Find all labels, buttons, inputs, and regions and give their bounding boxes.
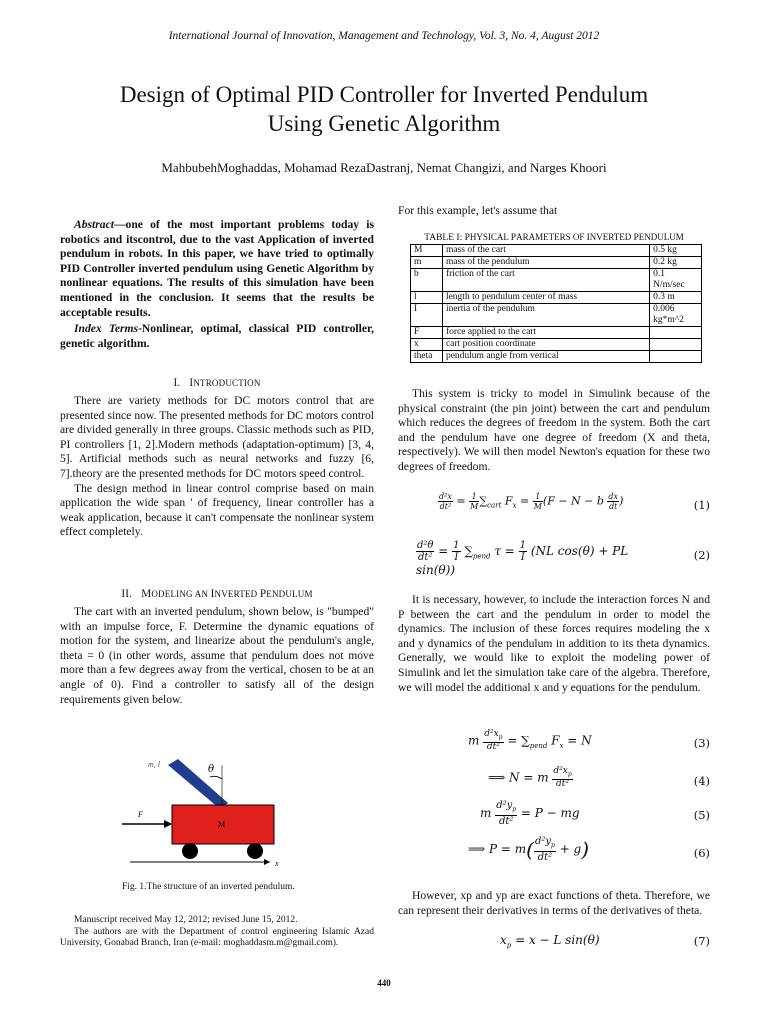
equation-1: $\frac{\text{d²x}}{\text{dt²}}$ = $\frac{1}{M}$ $\sum_{cart}$ $F_x$ = $\frac{1}{M}$ (F − N − b $\frac{dx}{dt}$ ) [439, 492, 624, 511]
equation-6: ⟹ P = m( $\frac{d^2y_p}{\text{dt²}}$ + g) [468, 836, 590, 863]
pendulum-mass-label: m, l [148, 760, 160, 769]
derivatives-paragraph: However, xp and yp are exact functions of theta. Therefore, we can represent their derivatives in terms of the derivatives of theta. [398, 889, 710, 917]
table-row: theta pendulum angle from vertical [411, 351, 702, 363]
title-line-1: Design of Optimal PID Controller for Inverted Pendulum [119, 82, 649, 107]
abstract [60, 218, 374, 320]
index-terms-label: Index Terms [74, 322, 139, 335]
x-axis-arrow-icon [264, 859, 270, 865]
equation-3: m $\frac{d^2x_p}{\text{dt²}}$ = $\sum_{pend}$ $F_x = N$ [468, 729, 592, 752]
modeling-paragraph-1: The cart with an inverted pendulum, shown below, is "bumped" with an impulse force, F. Determine the dynamic equations of motion for the system, and linearize about the pendulum's angle, theta = 0 (in other words, assume that pendulum does not move more than a few degrees away from the vertical, chosen to be at an angle of 0). Find a controller to satisfy all of the design requirements given below. [60, 605, 374, 706]
theta-label: θ [208, 764, 215, 775]
introduction-body [60, 394, 374, 540]
title-line-2: Using Genetic Algorithm [267, 111, 501, 136]
author-list: MahbubehMoghaddas, Mohamad RezaDastranj, Nemat Changizi, and Narges Khoori [161, 160, 607, 175]
table-row: m mass of the pendulum 0.2 kg [411, 257, 702, 269]
intro-paragraph-1: There are variety methods for DC motors control that are presented since now. The presented methods for DC motors control are divided generally in three groups. Classic methods such as PID, PI controllers [1, 2].Modern methods (adaptation-optimum) [3, 4, 5]. Artificial methods such as neural networks and fuzzy [6, 7].theory are the presented methods for DC motors speed control. [60, 394, 374, 480]
abstract-text: —one of the most important problems today is robotics and itscontrol, due to the vast Application of inverted pendulum in robots. In this paper, we have tried to optimally PID Controller inverted pendulum using Genetic Algorithm by nonlinear equations. The results of this simulation have been mentioned in the conclusion. It seems that the results be acceptable results. [60, 218, 374, 319]
equation-7-number: (7) [693, 934, 710, 948]
footnote [60, 915, 374, 950]
equation-4: ⟹ N = m $\frac{d^2x_p}{\text{dt²}}$ [488, 766, 572, 789]
parameters-table [410, 244, 702, 363]
table-caption: TABLE I: PHYSICAL PARAMETERS OF INVERTED PENDULUM [424, 232, 684, 243]
modeling-body [60, 605, 374, 707]
page-number: 440 [377, 978, 391, 988]
force-label: F [138, 810, 143, 819]
paper-title [40, 80, 728, 138]
wheel-left [182, 843, 198, 859]
equation-3-number: (3) [693, 736, 710, 750]
wheel-right [247, 843, 263, 859]
equation-5-number: (5) [693, 808, 710, 822]
index-terms [60, 322, 374, 351]
equation-2-number: (2) [693, 548, 710, 562]
table-row: b friction of the cart 0.1 N/m/sec [411, 269, 702, 292]
index-terms-text: -Nonlinear, optimal, classical PID controller, genetic algorithm. [60, 322, 374, 350]
pendulum-rod [168, 759, 228, 809]
cart-mass-label: M [218, 820, 226, 829]
force-arrow-icon [164, 820, 172, 828]
footnote-affiliation: The authors are with the Department of control engineering Islamic Azad University, Gonabad Branch, Iran (e-mail: moghaddasm.m@gmail.com). [60, 926, 374, 948]
equation-1-number: (1) [693, 498, 710, 512]
footnote-received: Manuscript received May 12, 2012; revised June 15, 2012. [74, 915, 298, 925]
figure-caption: Fig. 1.The structure of an inverted pendulum. [122, 882, 295, 892]
section-heading-introduction: I. INTRODUCTION [173, 377, 261, 389]
table-row: l length to pendulum center of mass 0.3 m [411, 292, 702, 304]
equation-5: m $\frac{d^2y_p}{\text{dt²}}$ = P − mg [480, 800, 580, 827]
newton-paragraph: This system is tricky to model in Simulink because of the physical constraint (the pin joint) between the cart and pendulum which reduces the degrees of freedom in the system. Both the cart and the pendulum have one degree of freedom (X and theta, respectively). We will then model Newton's equation for these two degrees of freedom. [398, 387, 710, 473]
theta-arc [210, 776, 222, 779]
table-row: F force applied to the cart [411, 327, 702, 339]
intro-paragraph-2: The design method in linear control comprise based on main application the wide span ' of frequency, linear controller has a weak application, because it can't compensate the nonlinear system effect completely. [60, 481, 374, 539]
interaction-forces-paragraph: It is necessary, however, to include the interaction forces N and P between the cart and the pendulum in order to model the dynamics. The inclusion of these forces requires modeling the x and y dynamics of the pendulum in addition to its theta dynamics. Generally, we would like to exploit the modeling power of Simulink and let the simulation take care of the algebra. Therefore, we will model the additional x and y equations for the pendulum. [398, 593, 710, 694]
table-row: I inertia of the pendulum 0.006 kg*m^2 [411, 304, 702, 327]
equation-7: $x_p = x - L$ sin(θ) [500, 933, 600, 950]
table-row: M mass of the cart 0.5 kg [411, 245, 702, 257]
equation-2: $\frac{\text{d²θ}}{\text{dt²}}$ = $\frac{1}{I}$ $\sum_{pend}$ τ = $\frac{1}{I}$ (NL cos(θ) + PL sin(θ)) [416, 540, 629, 577]
table-row: x cart position coordinate [411, 339, 702, 351]
equation-4-number: (4) [693, 774, 710, 788]
equation-6-number: (6) [693, 846, 710, 860]
inverted-pendulum-figure [110, 745, 330, 875]
table-intro-text: For this example, let's assume that [398, 204, 558, 217]
abstract-label: Abstract [74, 218, 114, 231]
journal-header: International Journal of Innovation, Management and Technology, Vol. 3, No. 4, August 2012 [168, 30, 600, 42]
section-heading-modeling: II. MODELING AN INVERTED PENDULUM [121, 588, 313, 600]
x-label: x [275, 859, 279, 868]
